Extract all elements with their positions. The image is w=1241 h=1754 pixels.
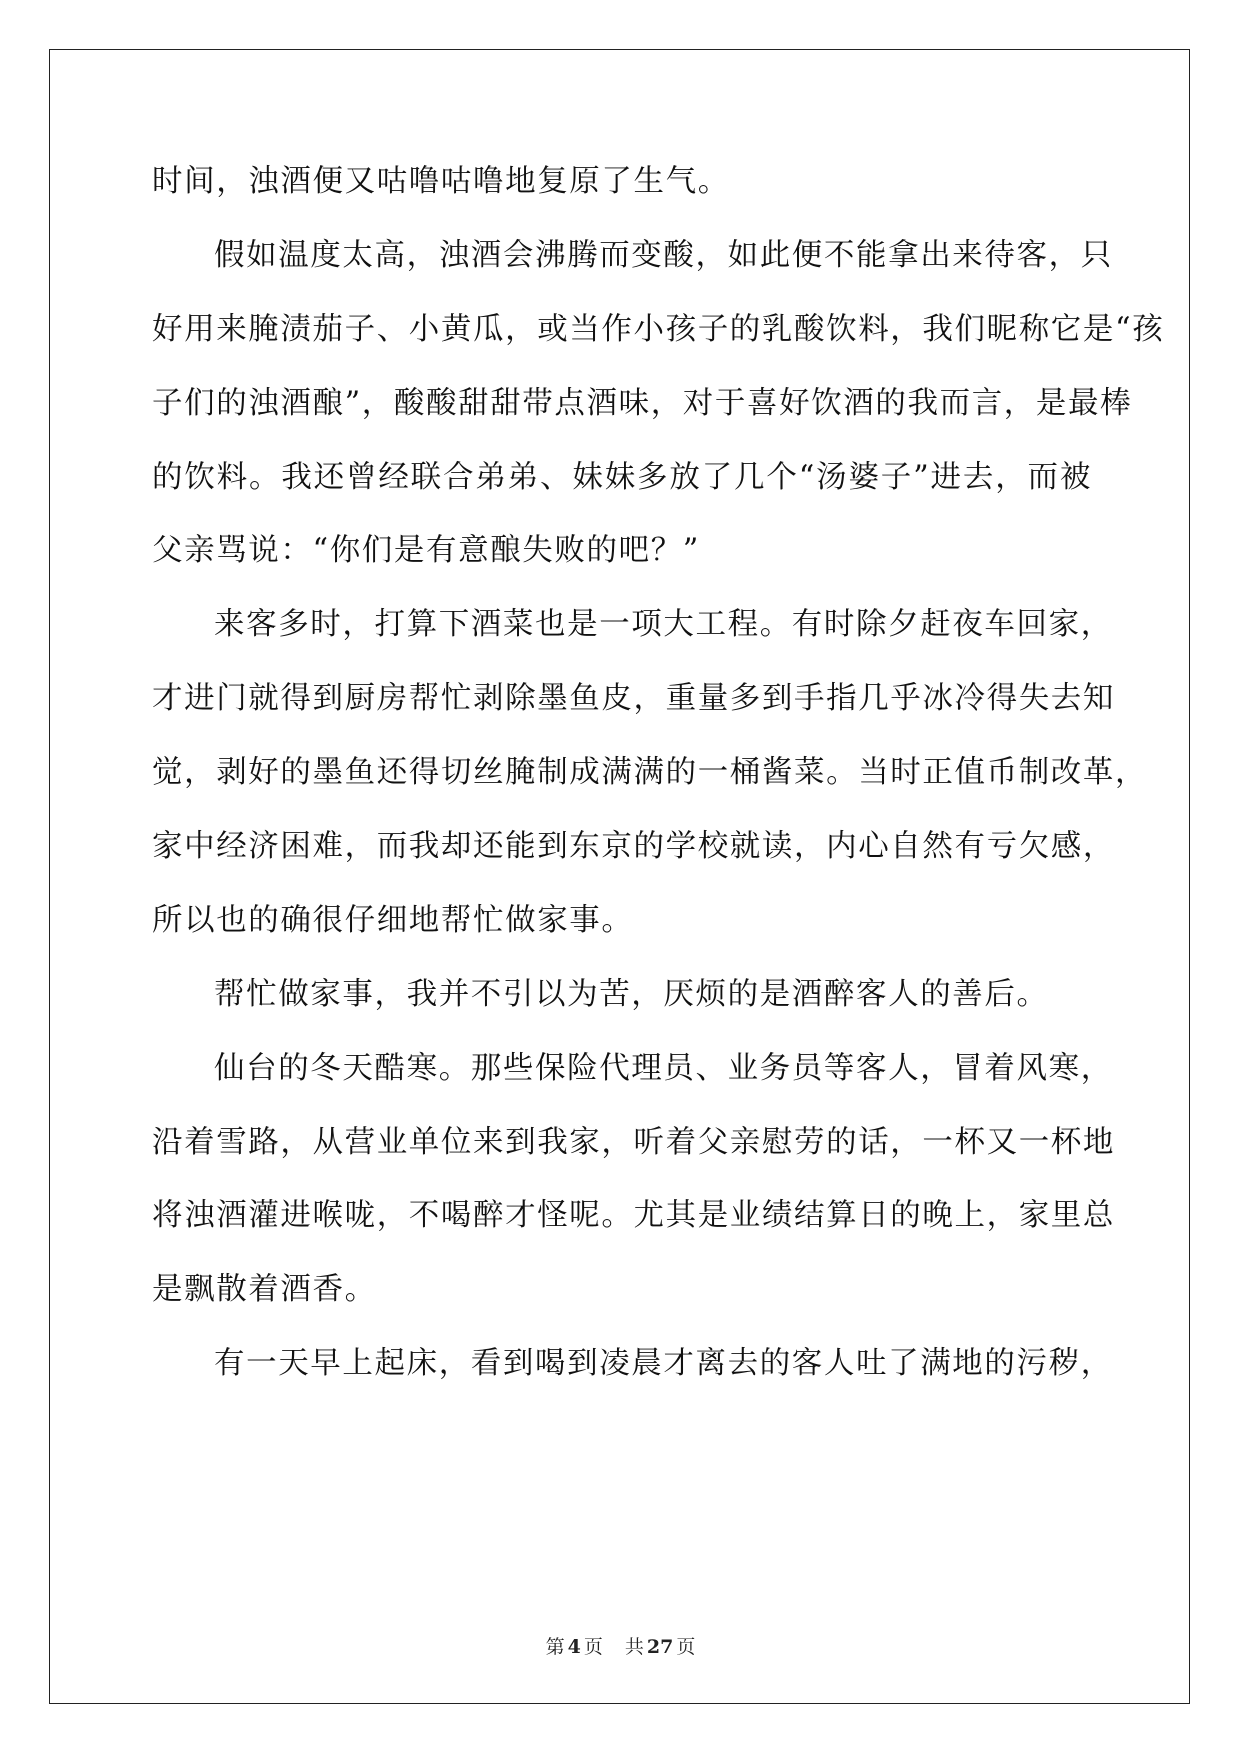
text-line: 仙台的冬天酷寒。那些保险代理员、业务员等客人，冒着风寒， xyxy=(214,1050,1113,1086)
text-line: 好用来腌渍茄子、小黄瓜，或当作小孩子的乳酸饮料，我们昵称它是“孩 xyxy=(152,311,1165,347)
page-number: 4 xyxy=(567,1636,581,1658)
text-line: 的饮料。我还曾经联合弟弟、妹妹多放了几个“汤婆子”进去，而被 xyxy=(152,459,1092,495)
text-line: 来客多时，打算下酒菜也是一项大工程。有时除夕赶夜车回家， xyxy=(214,607,1113,643)
text-line: 将浊酒灌进喉咙，不喝醉才怪呢。尤其是业绩结算日的晚上，家里总 xyxy=(152,1198,1115,1234)
document-body xyxy=(152,162,1165,1418)
footer-page-suffix: 页 xyxy=(583,1636,603,1658)
text-line: 是飘散着酒香。 xyxy=(152,1272,377,1308)
footer-prefix: 第 xyxy=(545,1636,565,1658)
footer-total-suffix: 页 xyxy=(676,1636,696,1658)
text-line: 父亲骂说：“你们是有意酿失败的吧？” xyxy=(152,533,700,569)
total-pages: 27 xyxy=(646,1636,674,1658)
text-line: 帮忙做家事，我并不引以为苦，厌烦的是酒醉客人的善后。 xyxy=(214,976,1049,1012)
text-line: 才进门就得到厨房帮忙剥除墨鱼皮，重量多到手指几乎冰冷得失去知 xyxy=(152,681,1115,717)
text-line: 时间，浊酒便又咕噜咕噜地复原了生气。 xyxy=(152,164,730,199)
text-line: 所以也的确很仔细地帮忙做家事。 xyxy=(152,902,634,938)
page-footer xyxy=(0,1632,1241,1659)
text-line: 假如温度太高，浊酒会沸腾而变酸，如此便不能拿出来待客，只 xyxy=(214,237,1113,273)
text-line: 觉，剥好的墨鱼还得切丝腌制成满满的一桶酱菜。当时正值币制改革， xyxy=(152,755,1148,791)
footer-total-prefix: 共 xyxy=(624,1636,644,1658)
text-line: 沿着雪路，从营业单位来到我家，听着父亲慰劳的话，一杯又一杯地 xyxy=(152,1124,1115,1160)
text-line: 子们的浊酒酿”，酸酸甜甜带点酒味，对于喜好饮酒的我而言，是最棒 xyxy=(152,385,1133,421)
text-line: 有一天早上起床，看到喝到凌晨才离去的客人吐了满地的污秽， xyxy=(214,1346,1113,1382)
text-line: 家中经济困难，而我却还能到东京的学校就读，内心自然有亏欠感， xyxy=(152,829,1115,865)
